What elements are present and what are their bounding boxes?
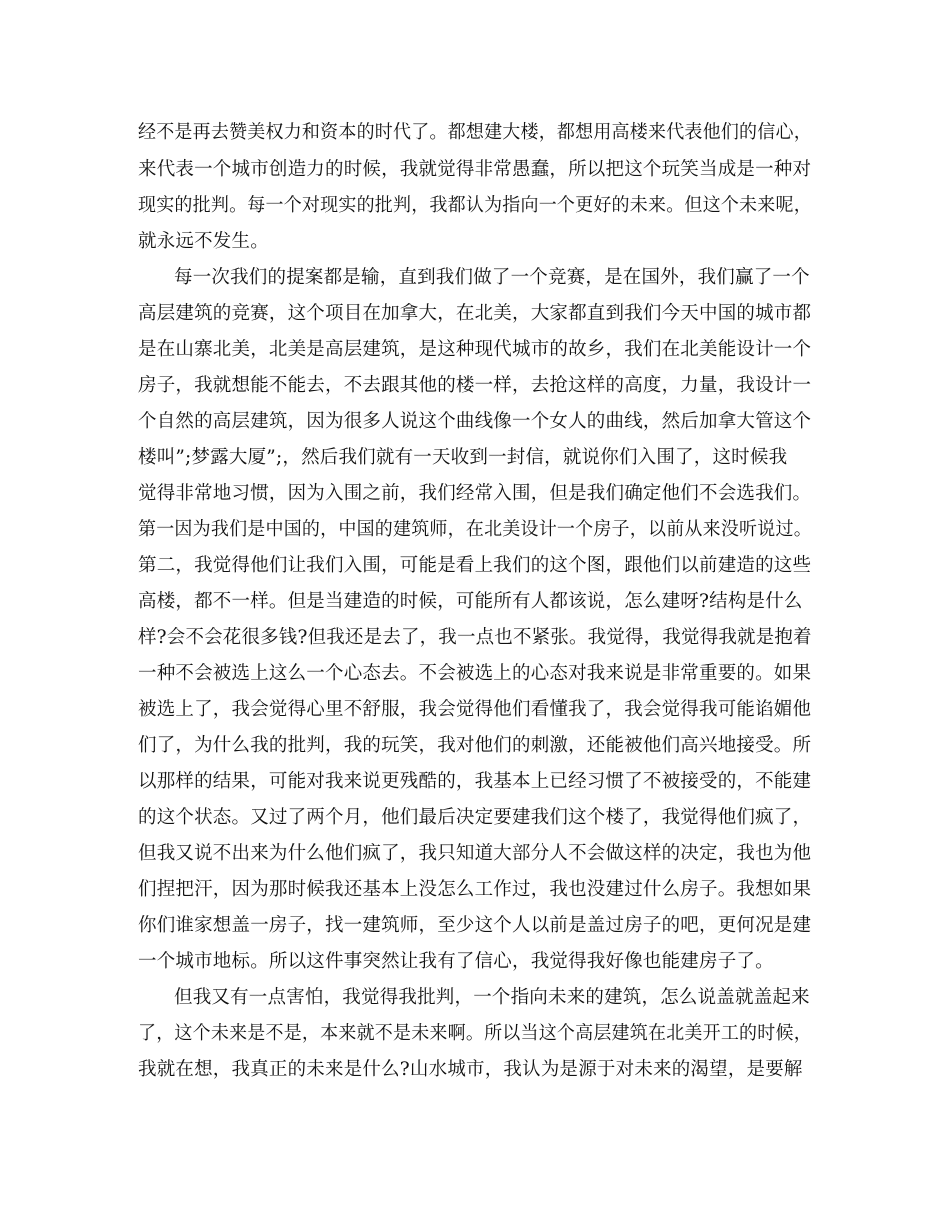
text-line: 个自然的高层建筑，因为很多人说这个曲线像一个女人的曲线，然后加拿大管这个: [138, 411, 812, 432]
text-line: 第二，我觉得他们让我们入围，可能是看上我们的这个图，跟他们以前建造的这些: [138, 555, 812, 576]
text-line: 样?会不会花很多钱?但我还是去了，我一点也不紧张。我觉得，我觉得我就是抱着: [138, 627, 812, 648]
text-line: 了，这个未来是不是，本来就不是未来啊。所以当这个高层建筑在北美开工的时候，: [138, 1023, 812, 1044]
paragraph-start-line: 但我又有一点害怕，我觉得我批判，一个指向未来的建筑，怎么说盖就盖起来: [174, 987, 810, 1008]
text-line: 一种不会被选上这么一个心态去。不会被选上的心态对我来说是非常重要的。如果: [138, 663, 812, 684]
text-line: 楼叫”;梦露大厦”;，然后我们就有一天收到一封信，就说你们入围了，这时候我: [138, 447, 788, 468]
text-line: 就永远不发生。: [138, 231, 269, 252]
text-line: 以那样的结果，可能对我来说更残酷的，我基本上已经习惯了不被接受的，不能建: [138, 771, 812, 792]
text-line: 一个城市地标。所以这件事突然让我有了信心，我觉得我好像也能建房子了。: [138, 951, 774, 972]
text-line: 经不是再去赞美权力和资本的时代了。都想建大楼，都想用高楼来代表他们的信心，: [138, 122, 812, 143]
text-line: 高楼，都不一样。但是当建造的时候，可能所有人都该说，怎么建呀?结构是什么: [138, 591, 803, 612]
text-line: 我就在想，我真正的未来是什么?山水城市，我认为是源于对未来的渴望，是要解: [138, 1059, 803, 1080]
text-line: 第一因为我们是中国的，中国的建筑师，在北美设计一个房子，以前从来没听说过。: [138, 519, 812, 540]
text-line: 们了，为什么我的批判，我的玩笑，我对他们的刺激，还能被他们高兴地接受。所: [138, 735, 812, 756]
text-line: 房子，我就想能不能去，不去跟其他的楼一样，去抢这样的高度，力量，我设计一: [138, 375, 812, 396]
text-line: 来代表一个城市创造力的时候，我就觉得非常愚蠢，所以把这个玩笑当成是一种对: [138, 159, 812, 180]
text-line: 的这个状态。又过了两个月，他们最后决定要建我们这个楼了，我觉得他们疯了，: [138, 807, 812, 828]
paragraph-start-line: 每一次我们的提案都是输，直到我们做了一个竞赛，是在国外，我们赢了一个: [174, 267, 810, 288]
text-line: 但我又说不出来为什么他们疯了，我只知道大部分人不会做这样的决定，我也为他: [138, 843, 812, 864]
text-line: 你们谁家想盖一房子，找一建筑师，至少这个人以前是盖过房子的吧，更何况是建: [138, 915, 812, 936]
text-line: 高层建筑的竞赛，这个项目在加拿大，在北美，大家都直到我们今天中国的城市都: [138, 303, 812, 324]
text-line: 被选上了，我会觉得心里不舒服，我会觉得他们看懂我了，我会觉得我可能谄媚他: [138, 699, 812, 720]
text-line: 是在山寨北美，北美是高层建筑，是这种现代城市的故乡，我们在北美能设计一个: [138, 339, 812, 360]
text-line: 觉得非常地习惯，因为入围之前，我们经常入围，但是我们确定他们不会选我们。: [138, 483, 812, 504]
text-line: 们捏把汗，因为那时候我还基本上没怎么工作过，我也没建过什么房子。我想如果: [138, 879, 812, 900]
text-line: 现实的批判。每一个对现实的批判，我都认为指向一个更好的未来。但这个未来呢，: [138, 195, 812, 216]
